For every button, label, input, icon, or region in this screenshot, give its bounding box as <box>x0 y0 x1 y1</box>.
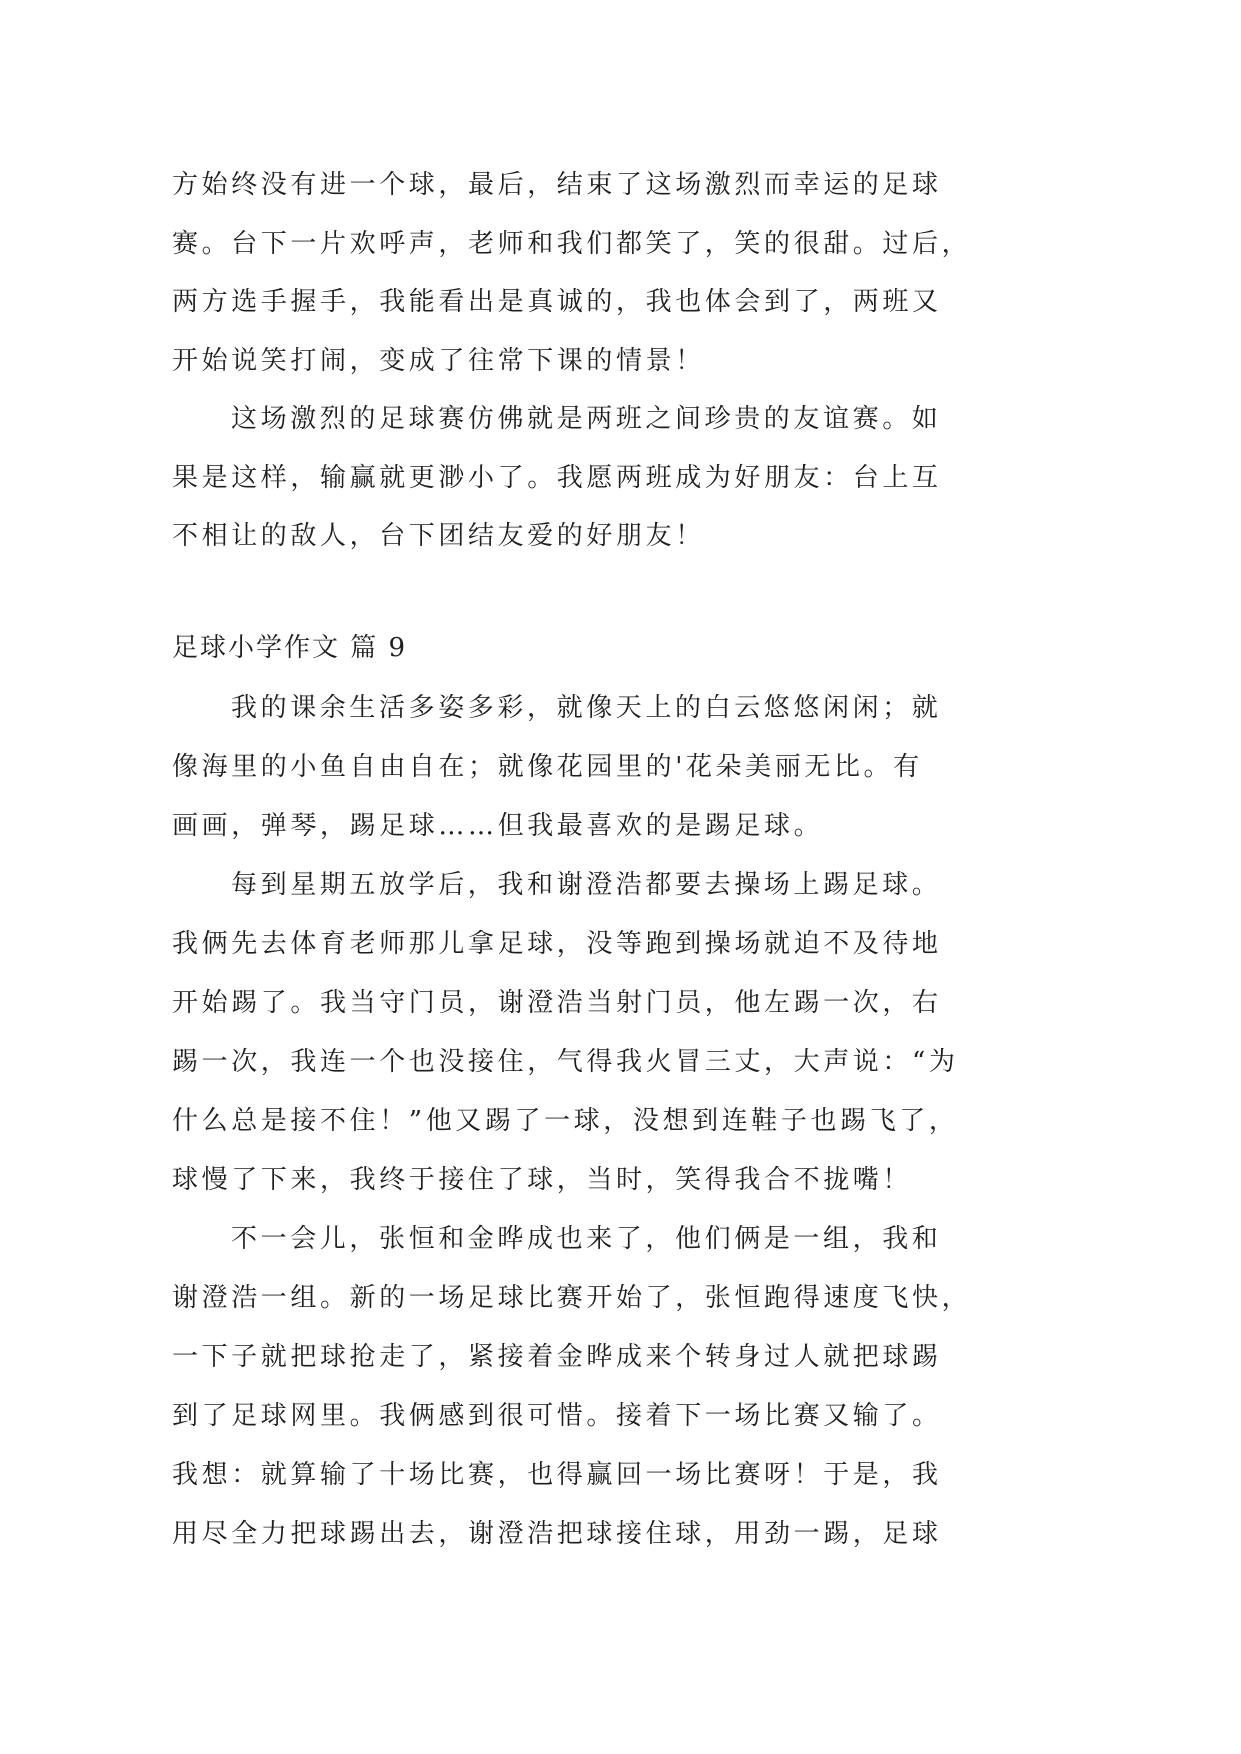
text-line: 每到星期五放学后，我和谢澄浩都要去操场上踢足球。 <box>231 870 942 900</box>
text-line: 用尽全力把球踢出去，谢澄浩把球接住球，用劲一踢，足球 <box>172 1519 942 1549</box>
text-line: 果是这样，输赢就更渺小了。我愿两班成为好朋友：台上互 <box>172 462 942 493</box>
text-line: 赛。台下一片欢呼声，老师和我们都笑了，笑的很甜。过后， <box>172 228 972 259</box>
paragraph <box>172 390 1072 566</box>
text-line: 球慢了下来，我终于接住了球，当时，笑得我合不拢嘴！ <box>172 1165 913 1195</box>
paragraph <box>172 679 1072 856</box>
text-line: 不相让的敌人，台下团结友爱的好朋友！ <box>172 521 705 551</box>
text-line: 开始说笑打闹，变成了往常下课的情景！ <box>172 345 705 376</box>
text-line: 我想：就算输了十场比赛，也得赢回一场比赛呀！于是，我 <box>172 1460 942 1490</box>
text-line: 到了足球网里。我俩感到很可惜。接着下一场比赛又输了。 <box>172 1401 942 1431</box>
paragraph <box>172 856 1072 1210</box>
text-line: 我的课余生活多姿多彩，就像天上的白云悠悠闲闲；就 <box>231 693 942 723</box>
section-body <box>172 679 1072 1564</box>
text-line: 一下子就把球抢走了，紧接着金晔成来个转身过人就把球踢 <box>172 1342 942 1372</box>
text-line: 像海里的小鱼自由自在；就像花园里的'花朵美丽无比。有 <box>172 752 923 782</box>
text-line: 画画，弹琴，踢足球……但我最喜欢的是踢足球。 <box>172 811 824 841</box>
text-line: 不一会儿，张恒和金晔成也来了，他们俩是一组，我和 <box>231 1224 942 1254</box>
text-line: 什么总是接不住！”他又踢了一球，没想到连鞋子也踢飞了， <box>172 1106 959 1136</box>
section-heading: 足球小学作文 篇 9 <box>172 633 408 663</box>
text-line: 方始终没有进一个球，最后，结束了这场激烈而幸运的足球 <box>172 170 942 200</box>
text-line: 开始踢了。我当守门员，谢澄浩当射门员，他左踢一次，右 <box>172 988 942 1018</box>
paragraph <box>172 1210 1072 1564</box>
text-line: 踢一次，我连一个也没接住，气得我火冒三丈，大声说：“为 <box>172 1047 959 1077</box>
section-heading-container <box>172 619 1072 677</box>
paragraph <box>172 156 1072 390</box>
previous-section-continuation <box>172 156 1072 566</box>
text-line: 我俩先去体育老师那儿拿足球，没等跑到操场就迫不及待地 <box>172 929 942 959</box>
text-line: 这场激烈的足球赛仿佛就是两班之间珍贵的友谊赛。如 <box>231 404 942 434</box>
text-line: 谢澄浩一组。新的一场足球比赛开始了，张恒跑得速度飞快， <box>172 1283 972 1313</box>
text-line: 两方选手握手，我能看出是真诚的，我也体会到了，两班又 <box>172 287 942 317</box>
